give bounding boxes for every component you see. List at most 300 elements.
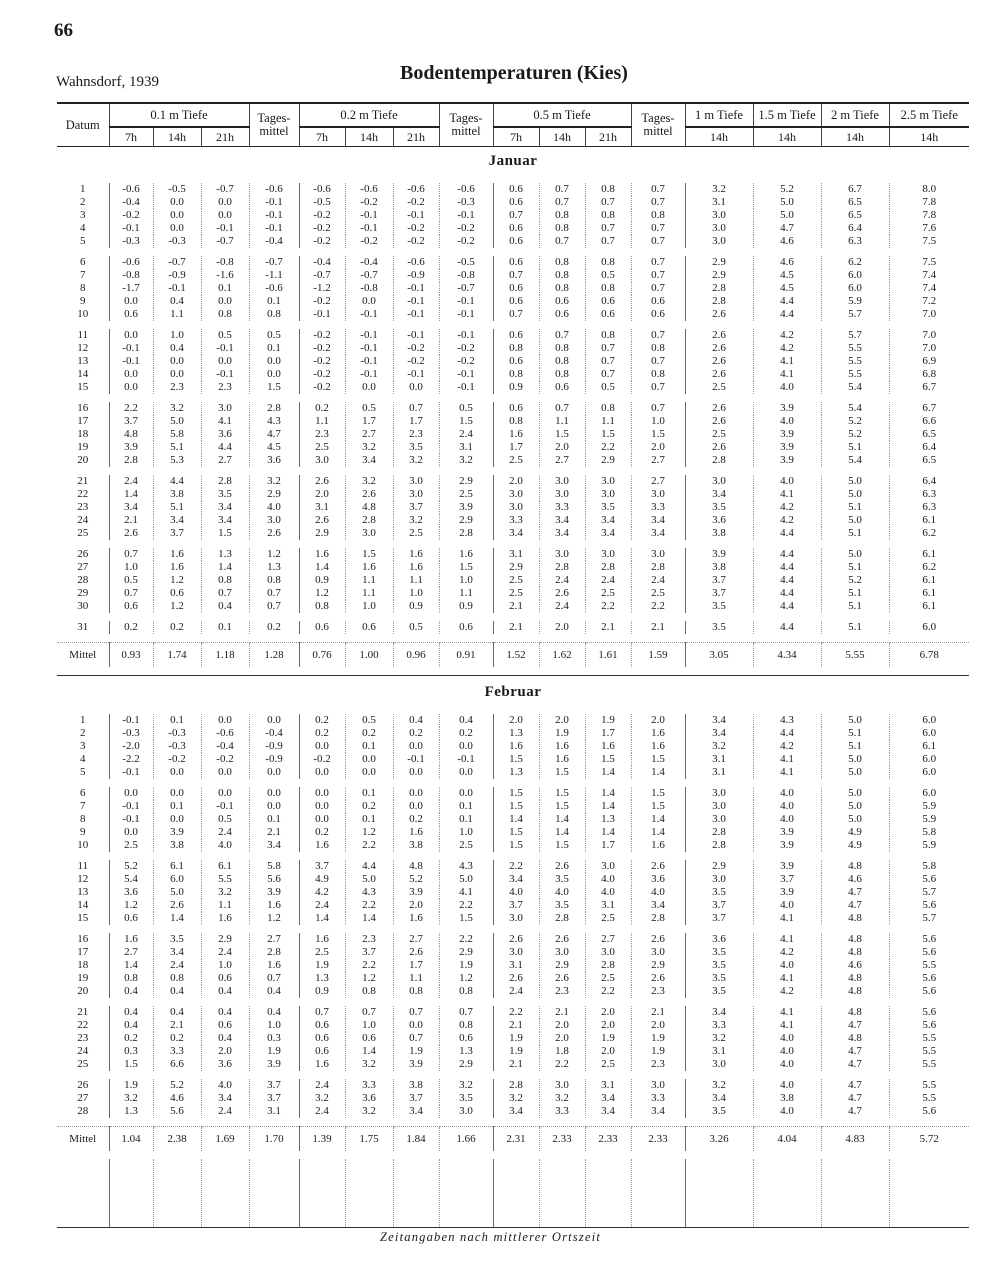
table-row: [57, 282, 969, 295]
day-cell: 16: [77, 402, 89, 414]
value-cell: 1.5: [493, 826, 539, 839]
header-time-7h: 7h: [493, 127, 539, 147]
value-cell: 3.0: [493, 912, 539, 925]
value-cell: 6.7: [821, 183, 889, 196]
value-cell: 2.8: [685, 295, 753, 308]
value-cell: -0.3: [109, 235, 153, 248]
value-cell: 0.6: [201, 1019, 249, 1032]
value-cell: 0.0: [299, 800, 345, 813]
value-cell: 6.1: [153, 860, 201, 873]
value-cell: 0.76: [299, 643, 345, 668]
value-cell: 0.8: [631, 342, 685, 355]
station-name: Wahnsdorf, 1939: [56, 74, 159, 90]
value-cell: 2.8: [685, 826, 753, 839]
value-cell: 0.7: [493, 308, 539, 321]
table-row: [57, 475, 969, 488]
value-cell: 3.0: [299, 454, 345, 467]
value-cell: 5.2: [821, 574, 889, 587]
value-cell: 4.1: [753, 1019, 821, 1032]
value-cell: 0.7: [631, 269, 685, 282]
value-cell: 3.5: [585, 501, 631, 514]
value-cell: 1.5: [493, 753, 539, 766]
value-cell: 5.2: [821, 415, 889, 428]
value-cell: 3.5: [685, 946, 753, 959]
value-cell: 3.4: [201, 1092, 249, 1105]
value-cell: 2.0: [631, 1019, 685, 1032]
value-cell: 0.2: [249, 621, 299, 634]
value-cell: -0.8: [345, 282, 393, 295]
value-cell: 0.6: [493, 402, 539, 415]
value-cell: 3.0: [631, 488, 685, 501]
value-cell: 1.8: [539, 1045, 585, 1058]
value-cell: 4.4: [753, 600, 821, 613]
value-cell: 5.0: [821, 488, 889, 501]
value-cell: 1.9: [439, 959, 493, 972]
empty-cell: [393, 1159, 439, 1228]
value-cell: 5.0: [821, 548, 889, 561]
value-cell: 2.4: [299, 1105, 345, 1118]
table-row: [57, 222, 969, 235]
empty-cell: [821, 1159, 889, 1228]
value-cell: 5.7: [889, 912, 969, 925]
table-row: [57, 714, 969, 727]
value-cell: 2.9: [299, 527, 345, 540]
value-cell: 4.4: [153, 475, 201, 488]
value-cell: 3.4: [201, 501, 249, 514]
table-row: [57, 766, 969, 779]
value-cell: 2.7: [109, 946, 153, 959]
value-cell: 1.5: [631, 753, 685, 766]
value-cell: 3.0: [585, 548, 631, 561]
value-cell: 1.7: [345, 415, 393, 428]
value-cell: 1.2: [345, 826, 393, 839]
day-cell: 22: [77, 488, 89, 500]
value-cell: 1.6: [393, 826, 439, 839]
table-row: [57, 826, 969, 839]
value-cell: -0.2: [299, 355, 345, 368]
value-cell: 6.1: [889, 514, 969, 527]
table-row: [57, 886, 969, 899]
table-row: [57, 329, 969, 342]
value-cell: -0.9: [393, 269, 439, 282]
value-cell: -0.1: [439, 368, 493, 381]
value-cell: 2.7: [201, 454, 249, 467]
value-cell: 4.8: [109, 428, 153, 441]
value-cell: 0.6: [585, 308, 631, 321]
value-cell: 5.5: [889, 959, 969, 972]
value-cell: 3.8: [753, 1092, 821, 1105]
value-cell: -0.7: [439, 282, 493, 295]
table-row: [57, 342, 969, 355]
value-cell: 0.8: [585, 282, 631, 295]
value-cell: 3.0: [539, 1079, 585, 1092]
value-cell: 2.3: [539, 985, 585, 998]
value-cell: -0.2: [299, 222, 345, 235]
value-cell: -0.1: [393, 295, 439, 308]
value-cell: -0.1: [393, 329, 439, 342]
value-cell: 3.4: [585, 527, 631, 540]
value-cell: 0.0: [153, 222, 201, 235]
spacer-cell: [57, 1071, 969, 1079]
value-cell: -0.2: [299, 753, 345, 766]
value-cell: 0.6: [299, 1045, 345, 1058]
value-cell: 0.6: [345, 1032, 393, 1045]
value-cell: 4.7: [821, 1105, 889, 1118]
value-cell: 0.7: [393, 1006, 439, 1019]
value-cell: 4.8: [821, 1006, 889, 1019]
value-cell: 3.05: [685, 643, 753, 668]
value-cell: 2.6: [539, 933, 585, 946]
value-cell: 0.7: [345, 1006, 393, 1019]
value-cell: 0.8: [539, 355, 585, 368]
day-cell: 23: [77, 1032, 89, 1044]
value-cell: 4.7: [821, 1058, 889, 1071]
header-time-7h: 7h: [299, 127, 345, 147]
table-row: [57, 1079, 969, 1092]
day-cell: 5: [80, 766, 86, 778]
value-cell: 0.7: [631, 381, 685, 394]
value-cell: 2.8: [439, 527, 493, 540]
value-cell: 3.4: [493, 873, 539, 886]
value-cell: 2.2: [493, 860, 539, 873]
value-cell: 6.2: [821, 256, 889, 269]
value-cell: 0.8: [539, 209, 585, 222]
value-cell: 5.0: [345, 873, 393, 886]
value-cell: 0.7: [631, 329, 685, 342]
value-cell: 6.0: [889, 727, 969, 740]
value-cell: 1.4: [631, 766, 685, 779]
value-cell: 3.0: [493, 501, 539, 514]
value-cell: 2.5: [585, 587, 631, 600]
value-cell: 0.0: [153, 355, 201, 368]
value-cell: 4.9: [299, 873, 345, 886]
value-cell: -0.8: [439, 269, 493, 282]
value-cell: 5.1: [153, 441, 201, 454]
value-cell: 0.2: [393, 813, 439, 826]
day-cell: 3: [80, 740, 86, 752]
value-cell: 0.91: [439, 643, 493, 668]
header-time-21h: 21h: [393, 127, 439, 147]
value-cell: 6.0: [889, 714, 969, 727]
value-cell: 5.55: [821, 643, 889, 668]
value-cell: 3.9: [393, 1058, 439, 1071]
empty-cell: [439, 1159, 493, 1228]
value-cell: 2.9: [585, 454, 631, 467]
empty-cell: [685, 1159, 753, 1228]
spacer-cell: [57, 706, 969, 714]
value-cell: 0.8: [201, 574, 249, 587]
value-cell: 5.5: [821, 342, 889, 355]
header-depth-0-1m: 0.1 m Tiefe: [109, 103, 249, 127]
value-cell: 2.1: [585, 621, 631, 634]
value-cell: 6.1: [889, 587, 969, 600]
value-cell: 2.2: [493, 1006, 539, 1019]
value-cell: 2.7: [393, 933, 439, 946]
value-cell: 0.4: [201, 1006, 249, 1019]
value-cell: -0.7: [153, 256, 201, 269]
value-cell: 5.1: [821, 441, 889, 454]
value-cell: 3.4: [685, 1092, 753, 1105]
value-cell: 2.6: [685, 368, 753, 381]
value-cell: 1.52: [493, 643, 539, 668]
footer-note: Zeitangaben nach mittlerer Ortszeit: [380, 1230, 602, 1244]
table-row: [57, 899, 969, 912]
table-body: [57, 147, 969, 1228]
value-cell: 4.1: [753, 912, 821, 925]
value-cell: 2.0: [539, 621, 585, 634]
value-cell: 1.61: [585, 643, 631, 668]
day-cell: 24: [77, 1045, 89, 1057]
value-cell: 1.2: [249, 912, 299, 925]
value-cell: 1.7: [393, 959, 439, 972]
value-cell: 0.6: [493, 329, 539, 342]
value-cell: 0.0: [201, 355, 249, 368]
value-cell: 3.2: [109, 1092, 153, 1105]
value-cell: 2.2: [345, 899, 393, 912]
spacer-cell: [57, 925, 969, 933]
value-cell: 3.5: [685, 501, 753, 514]
value-cell: 1.5: [539, 800, 585, 813]
table-row: [57, 1092, 969, 1105]
value-cell: 5.9: [821, 295, 889, 308]
value-cell: 2.5: [109, 839, 153, 852]
value-cell: -0.1: [345, 329, 393, 342]
value-cell: 2.8: [585, 561, 631, 574]
value-cell: 3.4: [109, 501, 153, 514]
value-cell: 1.6: [299, 1058, 345, 1071]
value-cell: -0.1: [439, 329, 493, 342]
value-cell: 4.2: [753, 501, 821, 514]
value-cell: 3.2: [201, 886, 249, 899]
value-cell: 3.2: [345, 1105, 393, 1118]
row-spacer: [57, 540, 969, 548]
value-cell: 2.6: [685, 402, 753, 415]
value-cell: 5.1: [821, 740, 889, 753]
value-cell: 3.1: [249, 1105, 299, 1118]
empty-cell: [631, 1159, 685, 1228]
value-cell: 1.75: [345, 1127, 393, 1152]
value-cell: 4.1: [753, 972, 821, 985]
empty-cell: [585, 1159, 631, 1228]
value-cell: 5.1: [821, 727, 889, 740]
value-cell: 3.8: [685, 561, 753, 574]
soil-temperature-table: [57, 102, 969, 1228]
value-cell: 1.39: [299, 1127, 345, 1152]
empty-cell: [493, 1159, 539, 1228]
value-cell: 0.0: [299, 813, 345, 826]
value-cell: 1.74: [153, 643, 201, 668]
value-cell: 0.8: [539, 256, 585, 269]
value-cell: 0.8: [585, 329, 631, 342]
value-cell: -0.1: [201, 368, 249, 381]
value-cell: 5.3: [153, 454, 201, 467]
value-cell: 3.0: [685, 209, 753, 222]
value-cell: 3.9: [753, 441, 821, 454]
value-cell: 1.6: [631, 740, 685, 753]
value-cell: 0.0: [201, 295, 249, 308]
day-cell: 24: [77, 514, 89, 526]
mittel-label: Mittel: [57, 1127, 109, 1152]
value-cell: 1.5: [631, 428, 685, 441]
value-cell: 3.5: [201, 488, 249, 501]
value-cell: 1.4: [493, 813, 539, 826]
value-cell: 0.4: [109, 1006, 153, 1019]
day-cell: 15: [77, 912, 89, 924]
value-cell: 1.5: [249, 381, 299, 394]
value-cell: 4.3: [753, 714, 821, 727]
header-datum: Datum: [65, 117, 100, 132]
value-cell: 3.8: [393, 1079, 439, 1092]
value-cell: 3.7: [685, 912, 753, 925]
value-cell: 3.0: [539, 488, 585, 501]
value-cell: 1.6: [439, 548, 493, 561]
value-cell: 2.8: [685, 839, 753, 852]
value-cell: 2.1: [109, 514, 153, 527]
value-cell: 1.6: [393, 912, 439, 925]
value-cell: 5.5: [889, 1032, 969, 1045]
value-cell: 1.70: [249, 1127, 299, 1152]
value-cell: 5.5: [889, 1045, 969, 1058]
value-cell: 0.1: [153, 714, 201, 727]
value-cell: 2.2: [585, 600, 631, 613]
header-tagesmittel-0-1m: Tages-mittel: [249, 103, 299, 147]
value-cell: 5.9: [889, 839, 969, 852]
value-cell: 1.7: [585, 839, 631, 852]
row-spacer: [57, 321, 969, 329]
value-cell: 6.7: [889, 402, 969, 415]
empty-cell: [109, 1159, 153, 1228]
value-cell: 2.8: [631, 561, 685, 574]
value-cell: 6.5: [889, 428, 969, 441]
value-cell: 0.7: [493, 209, 539, 222]
day-cell: 12: [77, 342, 89, 354]
table-row: [57, 454, 969, 467]
header-depth-1m: 1 m Tiefe: [685, 103, 753, 127]
value-cell: 1.9: [249, 1045, 299, 1058]
value-cell: 1.4: [345, 912, 393, 925]
value-cell: 3.8: [393, 839, 439, 852]
value-cell: 4.7: [821, 1079, 889, 1092]
value-cell: 1.1: [439, 587, 493, 600]
value-cell: 6.8: [889, 368, 969, 381]
value-cell: 3.7: [393, 501, 439, 514]
table-row: [57, 1006, 969, 1019]
value-cell: 5.0: [153, 415, 201, 428]
value-cell: 3.0: [539, 946, 585, 959]
value-cell: -0.1: [345, 209, 393, 222]
value-cell: 2.2: [109, 402, 153, 415]
value-cell: -0.8: [109, 269, 153, 282]
value-cell: 4.0: [539, 886, 585, 899]
value-cell: 5.1: [821, 587, 889, 600]
value-cell: 0.2: [345, 727, 393, 740]
value-cell: 1.4: [585, 800, 631, 813]
value-cell: 0.8: [201, 308, 249, 321]
value-cell: 4.7: [821, 899, 889, 912]
value-cell: 7.5: [889, 235, 969, 248]
value-cell: 3.3: [493, 514, 539, 527]
value-cell: 0.0: [345, 295, 393, 308]
value-cell: 1.6: [585, 740, 631, 753]
value-cell: 0.0: [299, 766, 345, 779]
value-cell: 0.6: [539, 381, 585, 394]
value-cell: 4.7: [821, 886, 889, 899]
value-cell: 3.7: [685, 574, 753, 587]
value-cell: 1.2: [345, 972, 393, 985]
value-cell: 7.4: [889, 282, 969, 295]
value-cell: 1.6: [299, 548, 345, 561]
value-cell: 4.2: [753, 342, 821, 355]
value-cell: -0.1: [439, 295, 493, 308]
value-cell: 4.3: [439, 860, 493, 873]
empty-cell: [153, 1159, 201, 1228]
value-cell: 5.5: [821, 368, 889, 381]
value-cell: 0.0: [249, 766, 299, 779]
value-cell: 5.72: [889, 1127, 969, 1152]
value-cell: 1.6: [153, 561, 201, 574]
value-cell: 6.4: [821, 222, 889, 235]
mittel-row: [57, 643, 969, 668]
value-cell: -0.1: [439, 381, 493, 394]
value-cell: 3.1: [299, 501, 345, 514]
day-cell: 18: [77, 959, 89, 971]
table-row: [57, 381, 969, 394]
page-title: Bodentemperaturen (Kies): [400, 62, 628, 84]
value-cell: 6.1: [889, 600, 969, 613]
value-cell: 4.2: [753, 740, 821, 753]
row-spacer: [57, 467, 969, 475]
spacer-cell: [57, 394, 969, 402]
value-cell: 4.9: [821, 839, 889, 852]
value-cell: 2.6: [685, 415, 753, 428]
row-spacer: [57, 706, 969, 714]
value-cell: 6.1: [889, 548, 969, 561]
value-cell: 2.6: [685, 329, 753, 342]
value-cell: -0.1: [109, 355, 153, 368]
value-cell: 2.4: [201, 1105, 249, 1118]
value-cell: 1.6: [539, 753, 585, 766]
value-cell: 2.9: [685, 269, 753, 282]
value-cell: -0.7: [201, 183, 249, 196]
value-cell: 3.0: [439, 1105, 493, 1118]
value-cell: 6.0: [153, 873, 201, 886]
value-cell: 0.6: [493, 235, 539, 248]
value-cell: 5.5: [889, 1092, 969, 1105]
value-cell: -0.1: [393, 368, 439, 381]
day-cell: 13: [77, 355, 89, 367]
value-cell: 2.8: [109, 454, 153, 467]
value-cell: 2.7: [585, 933, 631, 946]
table-row: [57, 488, 969, 501]
value-cell: 0.9: [299, 574, 345, 587]
value-cell: 0.1: [201, 621, 249, 634]
table-row: [57, 860, 969, 873]
value-cell: 2.8: [631, 912, 685, 925]
value-cell: 2.2: [585, 441, 631, 454]
day-cell: 7: [80, 269, 86, 281]
day-cell: 21: [77, 1006, 89, 1018]
value-cell: 3.0: [631, 946, 685, 959]
value-cell: 1.5: [439, 415, 493, 428]
value-cell: 1.9: [539, 727, 585, 740]
value-cell: 3.5: [439, 1092, 493, 1105]
value-cell: 0.0: [109, 826, 153, 839]
value-cell: 3.0: [585, 946, 631, 959]
value-cell: 0.5: [201, 329, 249, 342]
value-cell: 3.4: [585, 514, 631, 527]
table-row: [57, 1105, 969, 1118]
value-cell: 0.4: [249, 985, 299, 998]
